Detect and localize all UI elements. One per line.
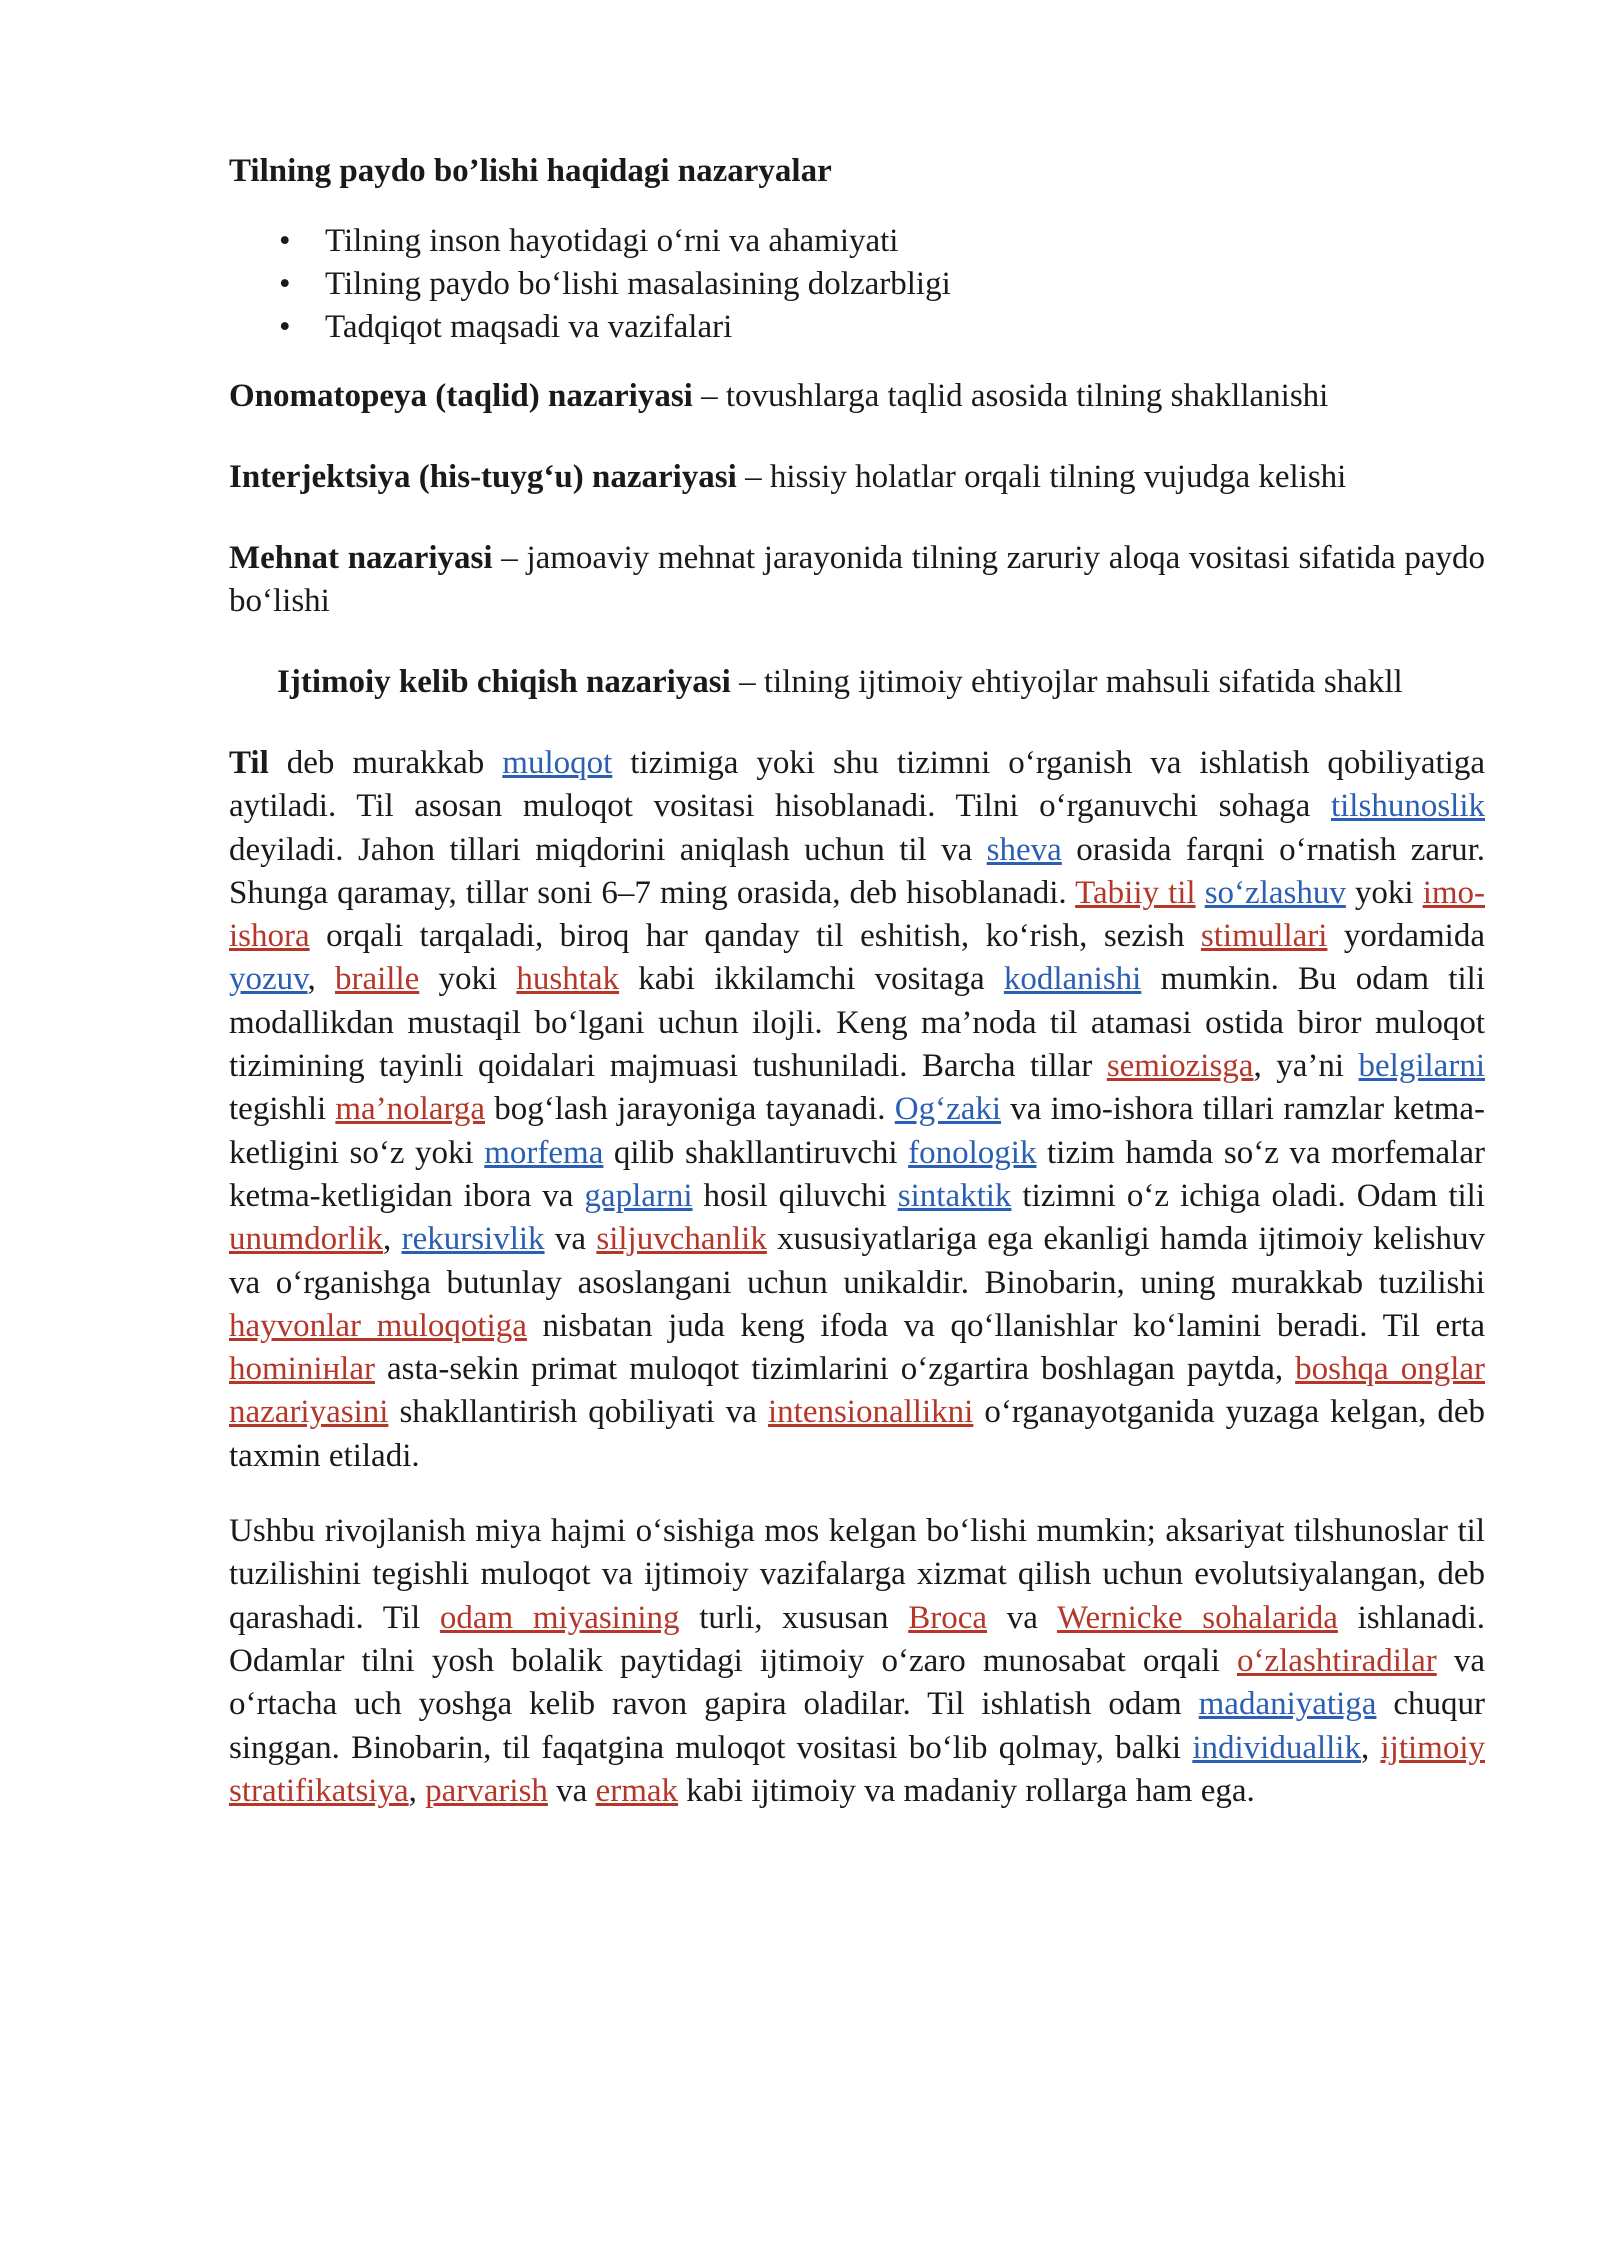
hyperlink[interactable]: unumdorlik [229,1221,383,1258]
text-run: shakllantirish qobiliyati va [388,1394,768,1431]
text-run: kabi ijtimoiy va madaniy rollarga ham ega. [678,1772,1255,1809]
hyperlink[interactable]: rekursivlik [401,1221,545,1258]
text-run: va [544,1221,597,1258]
text-run: mumkin. Bu odam tili modallikdan mustaqil bo‘lgani uchun ilojli. Keng ma’noda til atamasi ostida biror muloqot tizimining tayinli qoidalari majmuasi tushuniladi. Barcha tillar [229,961,1485,1085]
bullet-list [229,220,1485,349]
text-run: tizimiga yoki shu tizimni o‘rganish va ishlatish qobiliyatiga aytiladi. Til asosan muloqot vositasi hisoblanadi. Tilni o‘rganuvchi sohaga [229,745,1486,825]
hyperlink[interactable]: individuallik [1192,1729,1361,1766]
text-run: tizim hamda so‘z va morfemalar ketma-ketligidan ibora va [229,1134,1485,1214]
text-run: , [383,1221,402,1258]
text-run: , [307,961,335,998]
hyperlink[interactable]: siljuvchanlik [596,1221,767,1258]
hyperlink[interactable]: hayvonlar muloqotiga [229,1307,527,1344]
hyperlink[interactable]: Og‘zaki [894,1091,1002,1128]
text-run: va imo-ishora tillari ramzlar ketma-ketligini so‘z yoki [229,1091,1485,1171]
hyperlink[interactable]: Wernicke sohalarida [1056,1599,1338,1636]
text-run: xususiyatlariga ega ekanligi hamda ijtimoiy kelishuv va o‘rganishga butunlay asoslangani uchun unikaldir. Binobarin, uning murakkab tuzilishi [229,1221,1485,1301]
theory-description: – hissiy holatlar orqali tilning vujudga kelishi [736,459,1347,495]
text-run: , [1360,1729,1381,1766]
text-run: chuqur singgan. Binobarin, til faqatgina muloqot vositasi bo‘lib qolmay, balki [229,1686,1485,1766]
hyperlink[interactable]: so‘zlashuv [1204,874,1346,911]
text-run: tizimni o‘z ichiga oladi. Odam tili [1011,1177,1485,1214]
bullet-item: • Tadqiqot maqsadi va vazifalari [325,306,1485,349]
hyperlink[interactable]: ma’nolarga [335,1091,486,1128]
hyperlink[interactable]: tilshunoslik [1330,788,1485,825]
text-run: va [547,1772,596,1809]
hyperlink[interactable]: imo-ishora [229,874,1486,955]
text-run: Ushbu rivojlanish miya hajmi o‘sishiga mos kelgan bo‘lishi mumkin; aksariyat tilshunoslar til tuzilishini tegishli muloqot va ijtimoiy vazifalarga xizmat qilish uchun evolutsiyalangan, deb qarashadi. Til [229,1513,1485,1636]
bullet-item: • Tilning paydo bo‘lishi masalasining dolzarbligi [325,263,1485,306]
text-run: nisbatan juda keng ifoda va qo‘llanishlar ko‘lamini beradi. Til erta [526,1307,1485,1344]
text-run: qilib shakllantiruvchi [603,1134,909,1171]
hyperlink[interactable]: muloqot [502,745,613,781]
text-run: kabi ikkilamchi vositaga [619,961,1004,998]
text-run: orasida farqni o‘rnatish zarur. Shunga qaramay, tillar soni 6–7 ming orasida, deb hisoblanadi. [229,831,1485,911]
text-run: va [987,1599,1057,1636]
hyperlink[interactable]: gaplarni [584,1177,693,1214]
hyperlink[interactable]: kodlanishi [1003,961,1142,998]
text-run: orqali tarqaladi, biroq har qanday til eshitish, ko‘rish, sezish [309,918,1201,955]
theory-description: – tovushlarga taqlid asosida tilning shakllanishi [692,378,1329,414]
hyperlink[interactable]: madaniyatiga [1198,1686,1377,1723]
hyperlink[interactable]: belgilarni [1358,1048,1485,1085]
hyperlink[interactable]: yozuv [229,961,308,998]
bullet-item: • Tilning inson hayotidagi o‘rni va ahamiyati [325,220,1485,263]
theory-ijtimoiy [277,661,1485,704]
bold-term: Til [229,745,269,781]
theory-term: Mehnat nazariyasi [229,540,493,576]
document-title: Tilning paydo bo’lishi haqidagi nazaryalar [229,153,832,189]
text-run: hosil qiluvchi [692,1177,898,1214]
hyperlink[interactable]: sintaktik [897,1177,1012,1214]
hyperlink[interactable]: fonologik [908,1134,1037,1171]
hyperlink[interactable]: Broca [908,1599,988,1636]
theory-description: – tilning ijtimoiy ehtiyojlar mahsuli sifatida shakll [730,664,1403,700]
text-run: ishlanadi. Odamlar tilni yosh bolalik paytidagi ijtimoiy o‘zaro munosabat orqali [229,1599,1485,1679]
text-run [1196,875,1205,911]
text-run: , [408,1772,426,1809]
text-run: bog‘lash jarayoniga tayanadi. [485,1091,895,1128]
hyperlink[interactable]: ijtimoiy stratifikatsiya [229,1729,1485,1809]
text-run: , ya’ni [1253,1048,1359,1085]
hyperlink[interactable]: braille [334,961,420,998]
text-run: tegishli [229,1091,336,1128]
hyperlink[interactable]: o‘zlashtiradilar [1237,1642,1437,1679]
text-run: va o‘rtacha uch yoshga kelib ravon gapira oladilar. Til ishlatish odam [229,1642,1485,1723]
body-paragraph-2 [229,1510,1485,1813]
text-run: deb murakkab [268,745,503,781]
hyperlink[interactable]: Tabiiy til [1075,874,1196,911]
hyperlink[interactable]: stimullari [1200,918,1328,955]
theory-term: Onomatopeya (taqlid) nazariyasi [229,378,693,414]
hyperlink[interactable]: sheva [986,831,1062,868]
hyperlink[interactable]: semiozisga [1106,1048,1254,1085]
hyperlink[interactable]: ermak [595,1772,679,1809]
text-run: turli, xususan [679,1599,909,1636]
text-run: yoki [1345,874,1423,911]
theory-mehnat [229,537,1485,623]
hyperlink[interactable]: boshqa onglar nazariyasini [229,1351,1485,1431]
text-run: yoki [419,961,517,998]
theory-term: Interjektsiya (his-tuyg‘u) nazariyasi [229,459,737,495]
text-run: deyiladi. Jahon tillari miqdorini aniqlash uchun til va [229,831,987,868]
hyperlink[interactable]: hushtak [516,961,620,998]
text-run: o‘rganayotganida yuzaga kelgan, deb taxmin etiladi. [229,1394,1486,1474]
body-paragraph-1 [229,742,1485,1478]
hyperlink[interactable]: parvarish [425,1772,548,1809]
hyperlink[interactable]: intensionallikni [767,1394,974,1431]
text-run: asta-sekin primat muloqot tizimlarini o‘zgartira boshlagan paytda, [374,1351,1296,1388]
hyperlink[interactable]: odam miyasining [439,1599,680,1636]
theory-term: Ijtimoiy kelib chiqish nazariyasi [277,664,731,700]
document-page [229,150,1485,1845]
hyperlink[interactable]: morfema [484,1134,604,1171]
text-run: yordamida [1327,918,1485,955]
theory-interjektsiya [229,456,1485,499]
theory-onomatopeya [229,375,1485,418]
hyperlink[interactable]: hominінlar [229,1351,375,1388]
theory-description: – jamoaviy mehnat jarayonida tilning zaruriy aloqa vositasi sifatida paydo bo‘lishi [229,540,1485,619]
